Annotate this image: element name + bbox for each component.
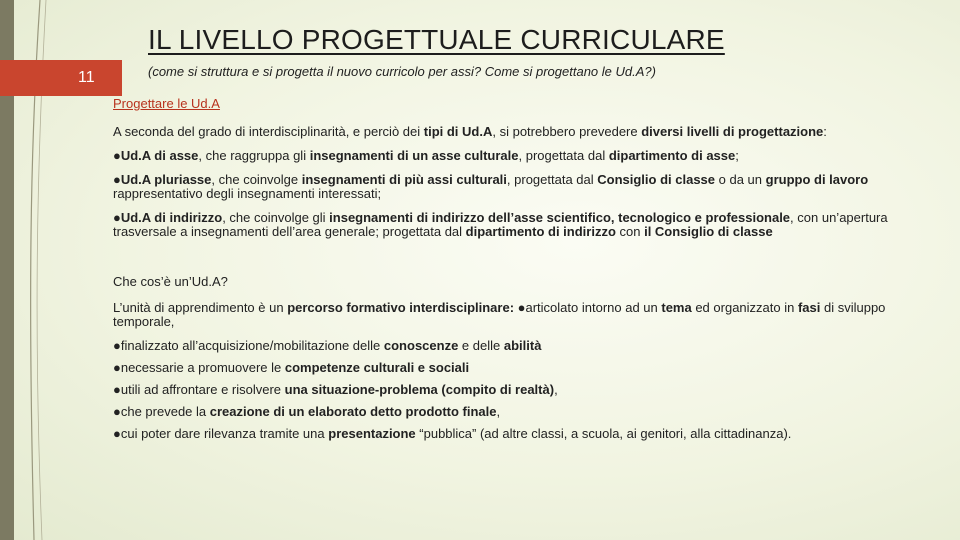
bullet-necessarie: ●necessarie a promuovere le competenze culturali e sociali xyxy=(113,360,470,375)
page-subtitle: (come si struttura e si progetta il nuovo curricolo per assi? Come si progettano le Ud.A?) xyxy=(148,64,656,79)
bullet-presentazione: ●cui poter dare rilevanza tramite una presentazione “pubblica” (ad altre classi, a scuola, ai genitori, alla cittadinanza). xyxy=(113,426,792,441)
definition-paragraph: L’unità di apprendimento è un percorso formativo interdisciplinare: ●articolato intorno ad un tema ed organizzato in fasi di sviluppo temporale, xyxy=(113,300,886,329)
slide-content xyxy=(113,97,923,449)
bullet-utili: ●utili ad affrontare e risolvere una situazione-problema (compito di realtà), xyxy=(113,382,558,397)
slide-number: 11 xyxy=(78,69,95,86)
slide-number-badge xyxy=(0,60,122,96)
bullet-uda-pluriasse: ●Ud.A pluriasse, che coinvolge insegnamenti di più assi culturali, progettata dal Consiglio di classe o da un gruppo di lavoro rappresentativo degli insegnamenti interessati; xyxy=(113,172,869,201)
section-heading-cose-uda: Che cos’è un’Ud.A? xyxy=(113,274,228,289)
page-title: IL LIVELLO PROGETTUALE CURRICULARE xyxy=(148,24,725,55)
section-spacer xyxy=(113,249,923,275)
bullet-prodotto-finale: ●che prevede la creazione di un elaborato detto prodotto finale, xyxy=(113,404,501,419)
intro-paragraph: A seconda del grado di interdisciplinarità, e perciò dei tipi di Ud.A, si potrebbero prevedere diversi livelli di progettazione: xyxy=(113,124,827,139)
bullet-finalizzato: ●finalizzato all’acquisizione/mobilitazione delle conoscenze e delle abilità xyxy=(113,338,542,353)
section-link-progettare[interactable]: Progettare le Ud.A xyxy=(113,96,220,111)
bullet-uda-asse: ●Ud.A di asse, che raggruppa gli insegnamenti di un asse culturale, progettata dal dipartimento di asse; xyxy=(113,148,739,163)
bullet-uda-indirizzo: ●Ud.A di indirizzo, che coinvolge gli insegnamenti di indirizzo dell’asse scientifico, tecnologico e professionale, con un’apertura trasversale a insegnamenti dell’area generale; progettata dal dipartimento di indirizzo con il Consiglio di classe xyxy=(113,210,888,239)
